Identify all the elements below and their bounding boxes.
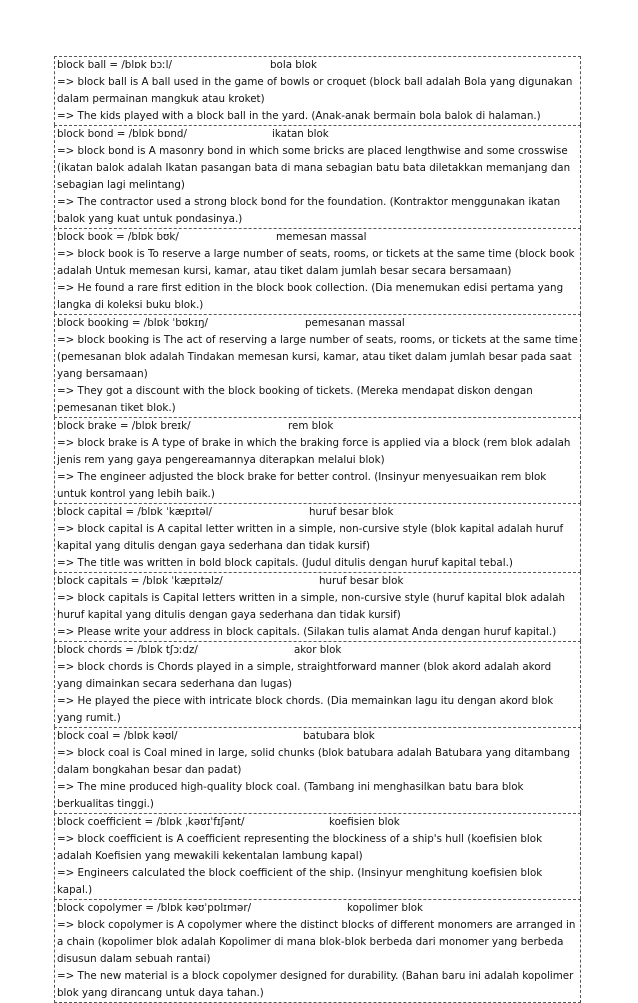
example: => He found a rare first edition in the block book collection. (Dia menemukan edisi pertama yang langka di koleksi buku blok.) bbox=[57, 282, 564, 311]
translation: huruf besar blok bbox=[309, 506, 394, 518]
example: => The new material is a block copolymer designed for durability. (Bahan baru ini adalah kopolimer blok yang dirancang untuk daya tahan.) bbox=[57, 970, 574, 999]
meaning: => block ball is A ball used in the game of bowls or croquet (block ball adalah Bola yang digunakan dalam permainan mangkuk atau kroket) bbox=[57, 76, 573, 105]
translation: pemesanan massal bbox=[305, 317, 405, 329]
entry-block-booking bbox=[54, 314, 581, 417]
headword: block copolymer = /blɒk kəʊˈpɒlɪmər/ bbox=[57, 902, 252, 914]
meaning: => block coal is Coal mined in large, solid chunks (blok batubara adalah Batubara yang ditambang dalam bongkahan besar dan padat) bbox=[57, 747, 571, 776]
meaning: => block bond is A masonry bond in which some bricks are placed lengthwise and some crosswise (ikatan balok adalah Ikatan pasangan bata di mana sebagian batu bata diletakkan memanjang dan sebagian lagi melintang) bbox=[57, 145, 571, 191]
headword: block capital = /blɒk ˈkæpɪtəl/ bbox=[57, 506, 212, 518]
headword: block ball = /blɒk bɔːl/ bbox=[57, 59, 172, 71]
translation: bola blok bbox=[270, 59, 317, 71]
translation: akor blok bbox=[294, 644, 342, 656]
headword: block capitals = /blɒk ˈkæpɪtəlz/ bbox=[57, 575, 223, 587]
entry-block-capitals bbox=[54, 572, 581, 641]
example: => They got a discount with the block booking of tickets. (Mereka mendapat diskon dengan pemesanan tiket blok.) bbox=[57, 385, 533, 414]
entry-block-brake bbox=[54, 417, 581, 503]
example: => The mine produced high-quality block coal. (Tambang ini menghasilkan batu bara blok berkualitas tinggi.) bbox=[57, 781, 524, 810]
example: => The contractor used a strong block bond for the foundation. (Kontraktor menggunakan ikatan balok yang kuat untuk pondasinya.) bbox=[57, 196, 561, 225]
entry-block-coefficient bbox=[54, 813, 581, 899]
meaning: => block capital is A capital letter written in a simple, non-cursive style (blok kapital adalah huruf kapital yang ditulis dengan gaya sederhana dan tidak kursif) bbox=[57, 523, 564, 552]
example: => The kids played with a block ball in the yard. (Anak-anak bermain bola balok di halaman.) bbox=[57, 110, 541, 122]
meaning: => block brake is A type of brake in which the braking force is applied via a block (rem blok adalah jenis rem yang gaya pengereamannya diterapkan melalui blok) bbox=[57, 437, 571, 466]
headword: block coal = /blɒk kəʊl/ bbox=[57, 730, 178, 742]
translation: huruf besar blok bbox=[319, 575, 404, 587]
headword: block booking = /blɒk ˈbʊkɪŋ/ bbox=[57, 317, 208, 329]
entry-block-book bbox=[54, 228, 581, 314]
headword: block coefficient = /blɒk ˌkəʊɪˈfɪʃənt/ bbox=[57, 816, 245, 828]
translation: rem blok bbox=[288, 420, 334, 432]
entry-block-bond bbox=[54, 125, 581, 228]
entry-block-coal bbox=[54, 727, 581, 813]
example: => Engineers calculated the block coefficient of the ship. (Insinyur menghitung koefisien blok kapal.) bbox=[57, 867, 543, 896]
translation: memesan massal bbox=[276, 231, 367, 243]
translation: koefisien blok bbox=[329, 816, 400, 828]
headword: block book = /blɒk bʊk/ bbox=[57, 231, 179, 243]
headword: block bond = /blɒk bɒnd/ bbox=[57, 128, 187, 140]
meaning: => block booking is The act of reserving a large number of seats, rooms, or tickets at the same time (pemesanan blok adalah Tindakan memesan kursi, kamar, atau tiket dalam jumlah besar pada saat yang bersamaan) bbox=[57, 334, 578, 380]
headword: block brake = /blɒk breɪk/ bbox=[57, 420, 191, 432]
meaning: => block chords is Chords played in a simple, straightforward manner (blok akord adalah akord yang dimainkan secara sederhana dan lugas) bbox=[57, 661, 552, 690]
translation: ikatan blok bbox=[272, 128, 329, 140]
meaning: => block copolymer is A copolymer where the distinct blocks of different monomers are arranged in a chain (kopolimer blok adalah Kopolimer di mana blok-blok berbeda dari monomer yang berbeda disusun dalam sebuah rantai) bbox=[57, 919, 576, 965]
entry-block-ball bbox=[54, 56, 581, 125]
entry-block-chords bbox=[54, 641, 581, 727]
meaning: => block book is To reserve a large number of seats, rooms, or tickets at the same time (block book adalah Untuk memesan kursi, kamar, atau tiket dalam jumlah besar secara bersamaan) bbox=[57, 248, 575, 277]
entry-block-copolymer bbox=[54, 899, 581, 1003]
example: => The engineer adjusted the block brake for better control. (Insinyur menyesuaikan rem blok untuk kontrol yang lebih baik.) bbox=[57, 471, 547, 500]
example: => Please write your address in block capitals. (Silakan tulis alamat Anda dengan huruf kapital.) bbox=[57, 626, 557, 638]
meaning: => block coefficient is A coefficient representing the blockiness of a ship's hull (koefisien blok adalah Koefisien yang mewakili kekentalan lambung kapal) bbox=[57, 833, 543, 862]
translation: batubara blok bbox=[303, 730, 375, 742]
example: => He played the piece with intricate block chords. (Dia memainkan lagu itu dengan akord blok yang rumit.) bbox=[57, 695, 554, 724]
translation: kopolimer blok bbox=[347, 902, 423, 914]
meaning: => block capitals is Capital letters written in a simple, non-cursive style (huruf kapital blok adalah huruf kapital yang ditulis dengan gaya sederhana dan tidak kursif) bbox=[57, 592, 566, 621]
example: => The title was written in bold block capitals. (Judul ditulis dengan huruf kapital tebal.) bbox=[57, 557, 513, 569]
headword: block chords = /blɒk tʃɔːdz/ bbox=[57, 644, 198, 656]
entry-block-capital bbox=[54, 503, 581, 572]
dictionary-sheet bbox=[54, 56, 581, 1003]
